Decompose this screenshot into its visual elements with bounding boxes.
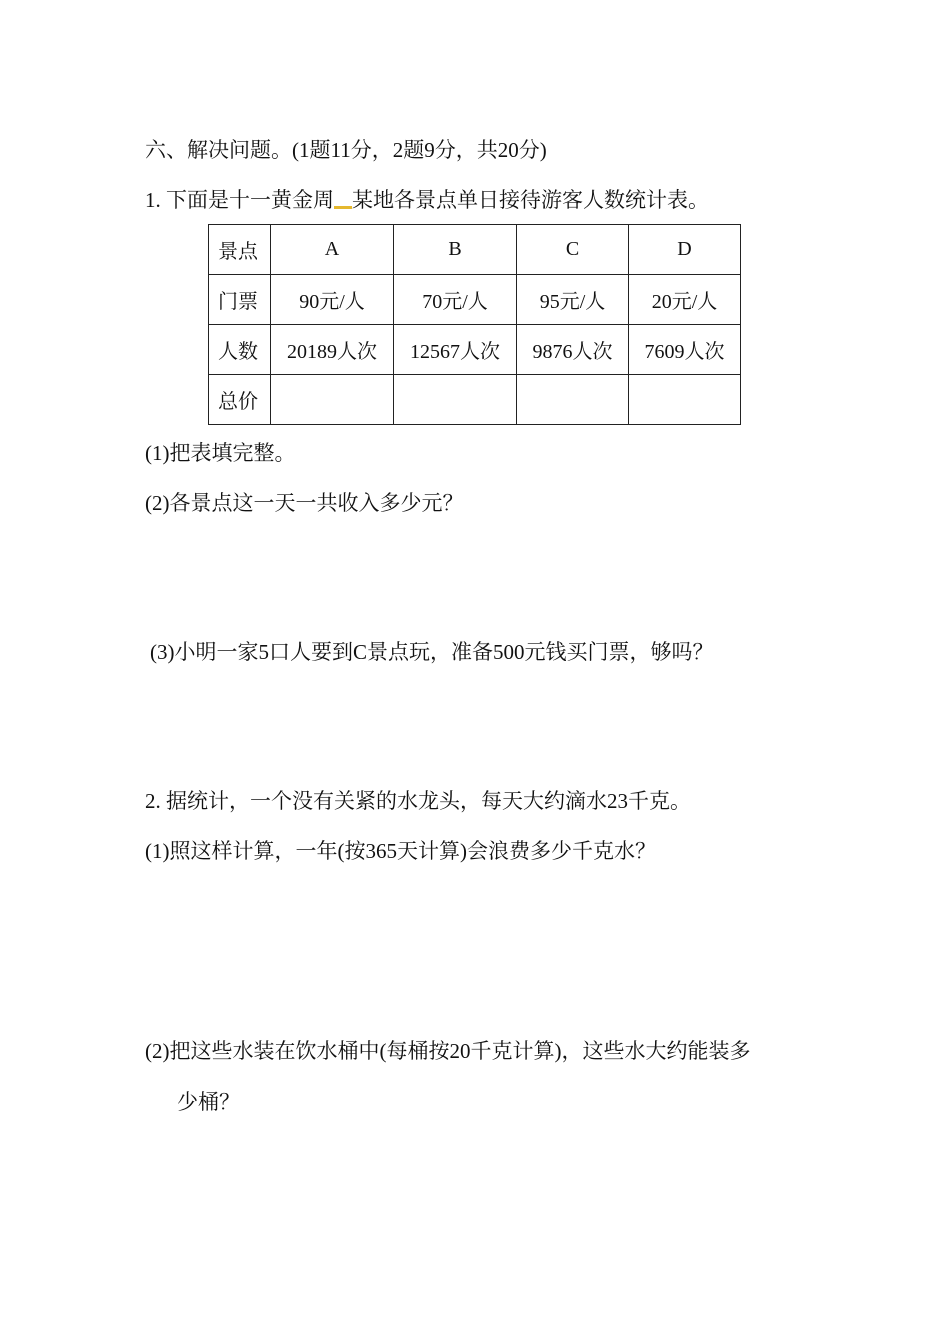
attraction-stats-table xyxy=(208,224,741,425)
q1-stem-before: 1. 下面是十一黄金周 xyxy=(145,188,334,212)
q2-sub2-line1: (2)把这些水装在饮水桶中(每桶按20千克计算)，这些水大约能装多 xyxy=(145,1039,751,1063)
table-cell: C xyxy=(517,225,629,275)
table-cell: 20189人次 xyxy=(271,325,394,375)
q2-stem: 2. 据统计，一个没有关紧的水龙头，每天大约滴水23千克。 xyxy=(145,789,691,813)
q2-sub1: (1)照这样计算，一年(按365天计算)会浪费多少千克水？ xyxy=(145,839,656,863)
table-cell: D xyxy=(629,225,741,275)
q1-sub3: (3)小明一家5口人要到C景点玩，准备500元钱买门票，够吗？ xyxy=(150,640,714,664)
table-header-row xyxy=(209,225,741,275)
highlight-mark xyxy=(334,187,352,213)
answer-cell xyxy=(271,375,394,425)
table-cell: 95元/人 xyxy=(517,275,629,325)
table-cell: 人数 xyxy=(209,325,271,375)
table-cell: 门票 xyxy=(209,275,271,325)
q2-sub2-line2: 少桶？ xyxy=(177,1090,240,1114)
table-cell: B xyxy=(394,225,517,275)
table-row xyxy=(209,275,741,325)
q1-sub1: (1)把表填完整。 xyxy=(145,441,296,465)
table-cell: 7609人次 xyxy=(629,325,741,375)
table-cell: 景点 xyxy=(209,225,271,275)
q1-stem xyxy=(145,187,709,213)
answer-cell xyxy=(394,375,517,425)
table-cell: A xyxy=(271,225,394,275)
table-cell: 20元/人 xyxy=(629,275,741,325)
table-row xyxy=(209,325,741,375)
table-cell: 90元/人 xyxy=(271,275,394,325)
answer-cell xyxy=(629,375,741,425)
section-heading: 六、解决问题。(1题11分，2题9分，共20分) xyxy=(145,138,547,162)
table-row xyxy=(209,375,741,425)
table-cell: 70元/人 xyxy=(394,275,517,325)
table-cell: 12567人次 xyxy=(394,325,517,375)
answer-cell xyxy=(517,375,629,425)
table-cell: 9876人次 xyxy=(517,325,629,375)
q1-stem-after: 某地各景点单日接待游客人数统计表。 xyxy=(352,188,709,212)
q1-sub2: (2)各景点这一天一共收入多少元？ xyxy=(145,491,464,515)
table-cell: 总价 xyxy=(209,375,271,425)
